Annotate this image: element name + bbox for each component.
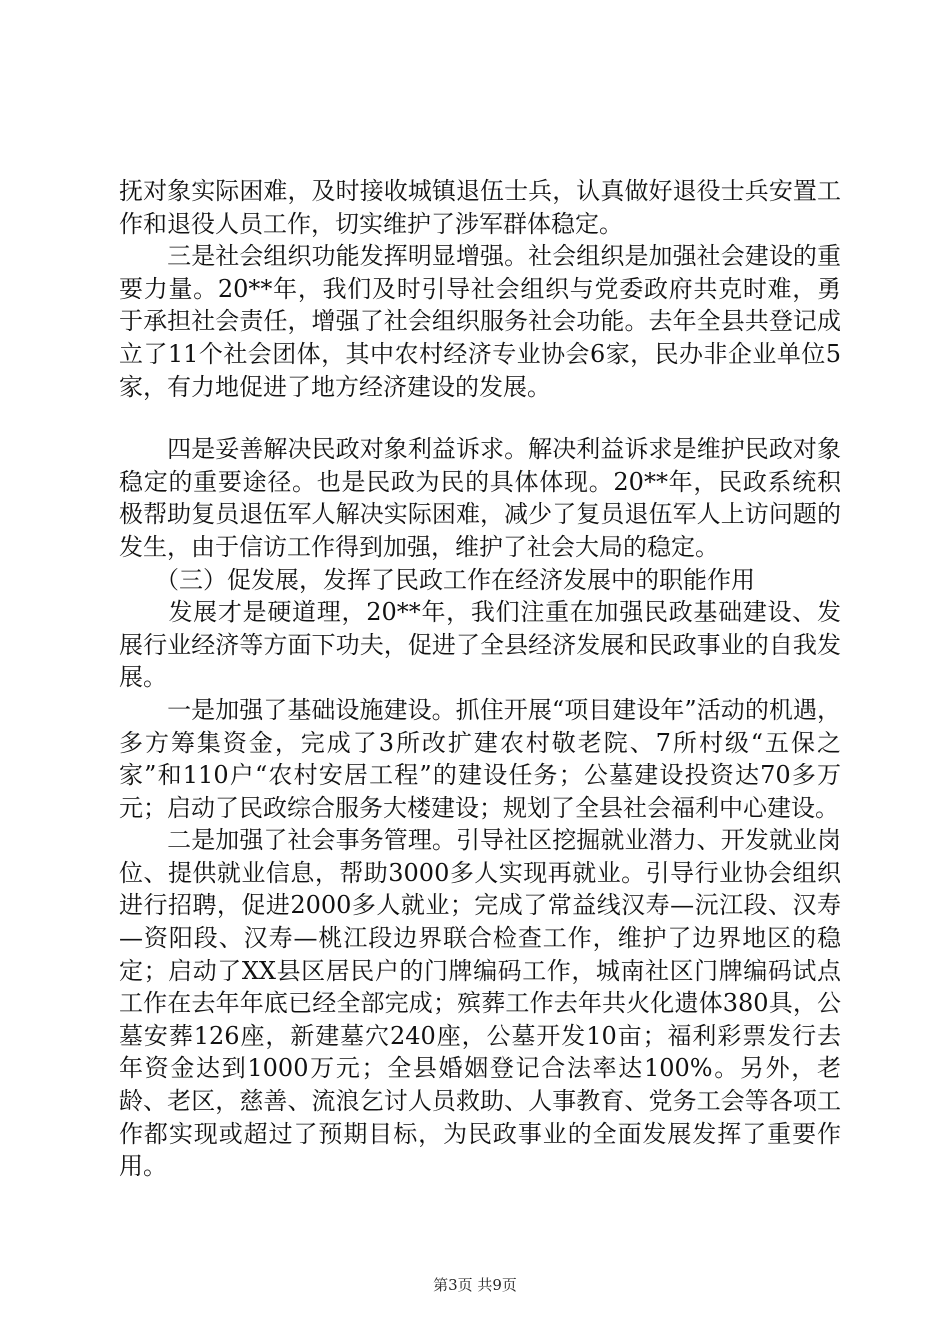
paragraph-spacer [119,403,841,433]
paragraph-social-affairs: 二是加强了社会事务管理。引导社区挖掘就业潜力、开发就业岗位、提供就业信息，帮助3000多人实现再就业。引导行业协会组织进行招聘，促进2000多人就业；完成了常益线汉寿—沅江段、汉寿—资阳段、汉寿—桃江段边界联合检查工作，维护了边界地区的稳定；启动了XX县区居民户的门牌编码工作，城南社区门牌编码试点工作在去年年底已经全部完成；殡葬工作去年共火化遗体380具，公墓安葬126座，新建墓穴240座，公墓开发10亩；福利彩票发行去年资金达到1000万元；全县婚姻登记合法率达100%。另外，老龄、老区，慈善、流浪乞讨人员救助、人事教育、党务工会等各项工作都实现或超过了预期目标，为民政事业的全面发展发挥了重要作用。 [119,826,841,1181]
page-footer: 第3页 共9页 [433,1276,517,1294]
paragraph-social-organizations: 三是社会组织功能发挥明显增强。社会组织是加强社会建设的重要力量。20**年，我们及时引导社会组织与党委政府共克时难，勇于承担社会责任，增强了社会组织服务社会功能。去年全县共登记成立了11个社会团体，其中农村经济专业协会6家，民办非企业单位5家，有力地促进了地方经济建设的发展。 [119,242,841,401]
paragraph-continuation: 抚对象实际困难，及时接收城镇退伍士兵，认真做好退役士兵安置工作和退役人员工作，切实维护了涉军群体稳定。 [119,177,841,238]
paragraph-development-intro: 发展才是硬道理，20**年，我们注重在加强民政基础建设、发展行业经济等方面下功夫，促进了全县经济发展和民政事业的自我发展。 [119,598,841,692]
section-heading-development: （三）促发展，发挥了民政工作在经济发展中的职能作用 [119,565,755,594]
body-text [119,175,841,1183]
paragraph-interest-appeals: 四是妥善解决民政对象利益诉求。解决利益诉求是维护民政对象稳定的重要途径。也是民政为民的具体体现。20**年，民政系统积极帮助复员退伍军人解决实际困难，减少了复员退伍军人上访问题的发生，由于信访工作得到加强，维护了社会大局的稳定。 [119,435,841,561]
paragraph-infrastructure: 一是加强了基础设施建设。抓住开展“项目建设年”活动的机遇，多方筹集资金，完成了3所改扩建农村敬老院、7所村级“五保之家”和110户“农村安居工程”的建设任务；公墓建设投资达70多万元；启动了民政综合服务大楼建设；规划了全县社会福利中心建设。 [119,695,841,822]
